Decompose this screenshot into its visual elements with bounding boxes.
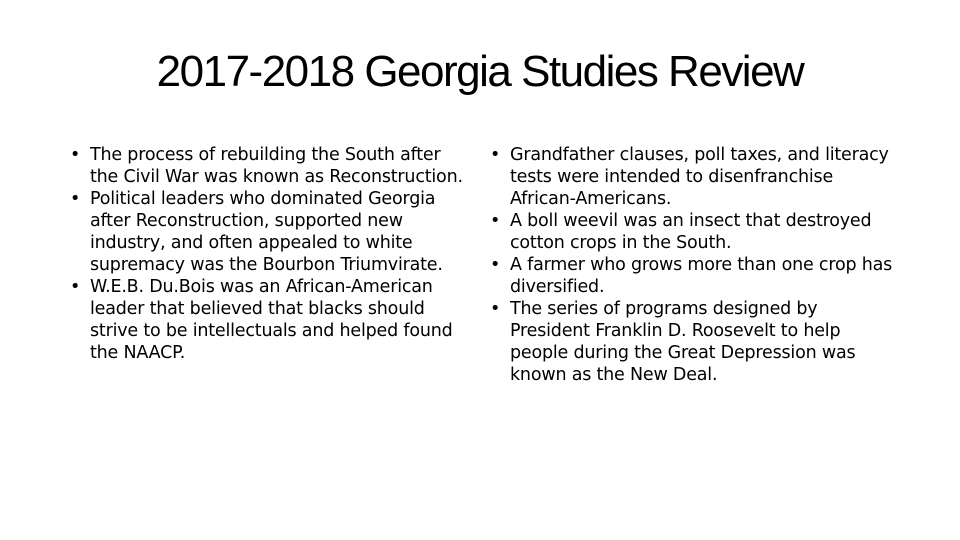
- bullet-text: The series of programs designed by President Franklin D. Roosevelt to help people during the Great Depression was known as the New Deal.: [510, 299, 856, 385]
- bullet-text: A boll weevil was an insect that destroyed cotton crops in the South.: [510, 211, 872, 253]
- bullet-text: The process of rebuilding the South after the Civil War was known as Reconstruction.: [90, 145, 463, 187]
- bullet-dot-icon: •: [490, 211, 501, 231]
- bullet-dot-icon: •: [490, 299, 501, 319]
- bullet-text: Grandfather clauses, poll taxes, and literacy tests were intended to disenfranchise African-Americans.: [510, 145, 889, 209]
- slide-title: 2017-2018 Georgia Studies Review: [156, 47, 804, 96]
- bullet-item: [486, 254, 896, 298]
- bullet-dot-icon: •: [70, 145, 81, 165]
- bullet-item: [66, 276, 472, 364]
- right-bullet-list: [486, 144, 896, 386]
- bullet-item: [486, 298, 896, 386]
- bullet-text: Political leaders who dominated Georgia after Reconstruction, supported new industry, and often appealed to white supremacy was the Bourbon Triumvirate.: [90, 189, 443, 275]
- bullet-item: [486, 144, 896, 210]
- bullet-text: A farmer who grows more than one crop has diversified.: [510, 255, 893, 297]
- bullet-dot-icon: •: [70, 277, 81, 297]
- bullet-item: [66, 188, 472, 276]
- bullet-dot-icon: •: [490, 255, 501, 275]
- bullet-item: [66, 144, 472, 188]
- bullet-dot-icon: •: [70, 189, 81, 209]
- bullet-item: [486, 210, 896, 254]
- bullet-text: W.E.B. Du.Bois was an African-American leader that believed that blacks should strive to be intellectuals and helped found the NAACP.: [90, 277, 453, 363]
- bullet-dot-icon: •: [490, 145, 501, 165]
- left-bullet-list: [66, 144, 472, 364]
